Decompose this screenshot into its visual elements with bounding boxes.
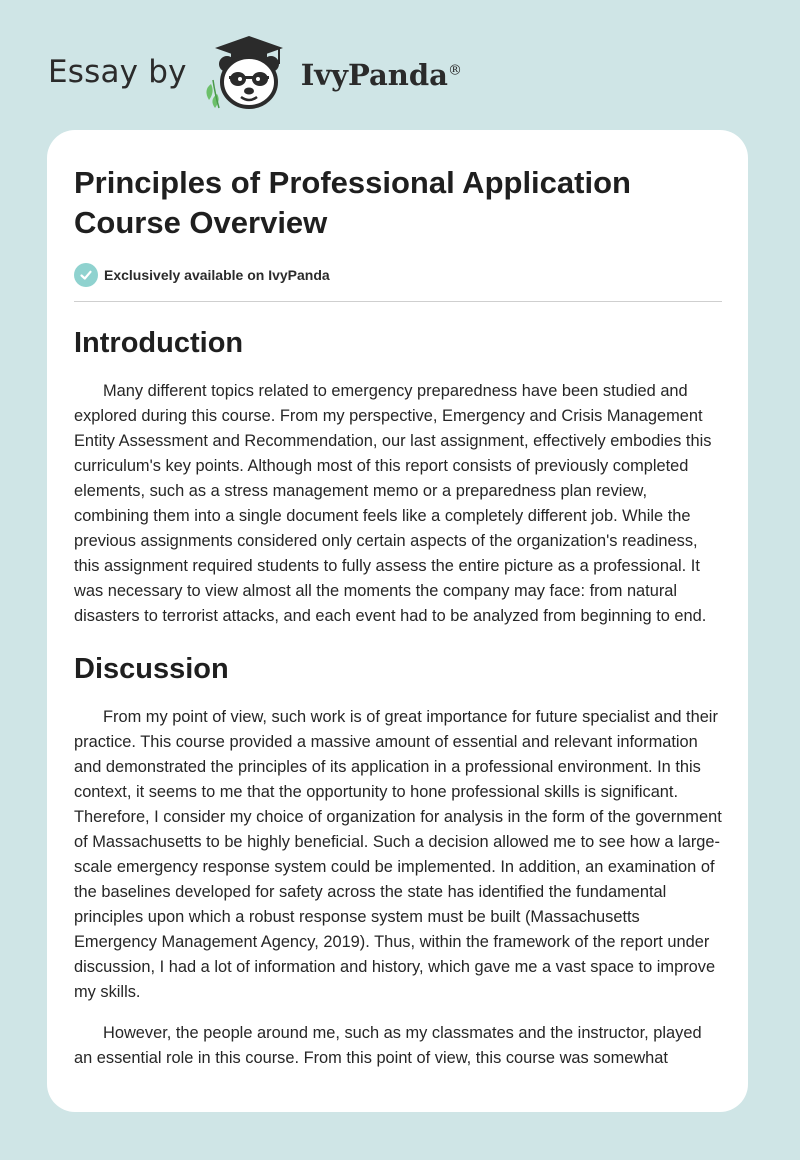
exclusive-badge (74, 263, 722, 287)
paragraph: However, the people around me, such as my classmates and the instructor, played an essential role in this course. From this point of view, this course was somewhat (74, 1024, 702, 1067)
section-heading: Discussion (74, 653, 229, 685)
ivypanda-logo-icon[interactable] (201, 34, 297, 110)
brand-name: IvyPanda® (300, 58, 462, 92)
site-header (48, 34, 462, 110)
check-icon (74, 263, 98, 287)
divider (74, 301, 722, 302)
article-card (47, 130, 748, 1112)
exclusive-label: Exclusively available on IvyPanda (104, 267, 330, 283)
paragraph: From my point of view, such work is of great importance for future specialist and their practice. This course provided a massive amount of essential and relevant information and demonstrated the principles of its application in a professional environment. In this context, it seems to me that the opportunity to hone professional skills is significant. Therefore, I consider my choice of organization for analysis in the form of the government of Massachusetts to be highly beneficial. Such a decision allowed me to see how a large-scale emergency response system could be implemented. In addition, an examination of the baselines developed for safety across the state has identified the fundamental principles upon which a robust response system must be built (Massachusetts Emergency Management Agency, 2019). Thus, within the framework of the report under discussion, I had a lot of information and history, which gave me a vast space to improve my skills. (74, 708, 722, 1001)
article-title: Principles of Professional Application Course Overview (74, 165, 631, 240)
paragraph: Many different topics related to emergency preparedness have been studied and explored during this course. From my perspective, Emergency and Crisis Management Entity Assessment and Recommendation, our last assignment, effectively embodies this curriculum's key points. Although most of this report consists of previously completed elements, such as a stress management memo or a preparedness plan review, combining them into a single document feels like a completely different job. While the previous assignments considered only certain aspects of the organization's readiness, this assignment required students to fully assess the entire picture as a professional. It was necessary to view almost all the moments the company may face: from natural disasters to terrorist attacks, and each event had to be analyzed from beginning to end. (74, 382, 712, 625)
registered-mark: ® (447, 62, 462, 79)
section-heading: Introduction (74, 327, 244, 359)
essay-by-label: Essay by (48, 54, 187, 90)
